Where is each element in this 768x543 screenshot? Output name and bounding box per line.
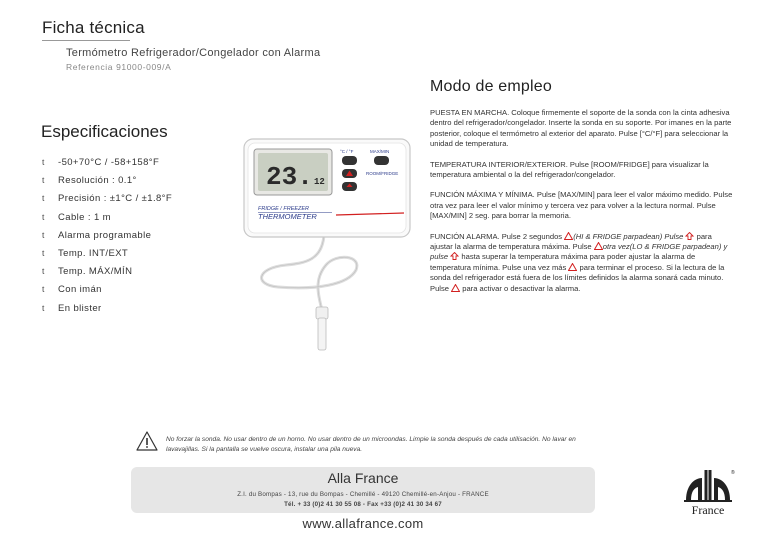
bullet-icon: t <box>42 193 45 204</box>
company-name: Alla France <box>327 470 399 486</box>
maxmin-button <box>374 156 389 165</box>
spec-item: t -50+70°C / -58+158°F <box>42 157 172 175</box>
website-link[interactable]: www.allafrance.com <box>302 516 424 531</box>
brand-line-1: FRIDGE / FREEZER <box>258 206 310 212</box>
spec-item: t Resolución : 0.1° <box>42 175 172 193</box>
bullet-icon: t <box>42 211 45 222</box>
safety-warning: No forzar la sonda. No usar dentro de un horno. No usar dentro de un microondas. Limpie la sonda después de cada utilisación. No lavar en lavavajillas. Si la pantalla se vuelve oscura, instalar una pila nueva. <box>166 436 576 453</box>
lcd-reading: 23. <box>266 162 313 192</box>
brand-line-2: THERMOMETER <box>258 212 317 221</box>
bullet-icon: t <box>42 266 45 277</box>
specs-list <box>42 157 172 321</box>
instruction-alarm: FUNCIÓN ALARMA. Pulse 2 segundos (HI & FRIDGE parpadean) Pulse para ajustar la alarma de temperatura máxima. Pulse otra vez(LO & FRIDGE parpadean) y pulse hasta superar la temperatura máxima para poder ajustar la alarma de temperatura mínima. Pulse una vez más para terminar el proceso. Si la lectura de la sonda del refrigerador está fuera de los límites definidos la alarma sonará cada minuto. Pulse para activar o desactivar la alarma. <box>430 231 728 293</box>
company-address: Z.I. du Bompas - 13, rue du Bompas - Chemillé - 49120 Chemillé-en-Anjou - FRANCE <box>237 491 489 498</box>
spec-item: t Alarma programable <box>42 230 172 248</box>
instructions-body <box>430 108 736 304</box>
thermometer-illustration <box>236 135 416 355</box>
product-reference: Referencia 91000-009/A <box>66 62 172 72</box>
room-fridge-label: ROOM/FRIDGE <box>366 171 399 176</box>
instruction-int-ext: TEMPERATURA INTERIOR/EXTERIOR. Pulse [ROOM/FRIDGE] para visualizar la temperatura ambiental o la del refrigerador/congelador. <box>430 159 709 180</box>
spec-item: t Precisión : ±1°C / ±1.8°F <box>42 193 172 211</box>
spec-item: t En blister <box>42 303 172 321</box>
bullet-icon: t <box>42 302 45 313</box>
mode-heading: Modo de empleo <box>430 78 552 95</box>
registered-mark: ® <box>731 470 735 476</box>
spec-item: t Temp. MÁX/MÍN <box>42 266 172 284</box>
bullet-icon: t <box>42 284 45 295</box>
cf-label: °C / °F <box>340 149 354 154</box>
bullet-icon: t <box>42 247 45 258</box>
company-phone: Tél. + 33 (0)2 41 30 55 08 - Fax +33 (0)2 41 30 34 67 <box>284 501 442 508</box>
title-divider <box>42 40 130 41</box>
maxmin-label: MAX/MIN <box>370 149 390 154</box>
bullet-icon: t <box>42 229 45 240</box>
up-arrow-icon <box>450 252 459 260</box>
page-title: Ficha técnica <box>42 18 145 37</box>
alarm-triangle-icon <box>594 242 603 250</box>
logo-text: France <box>691 503 725 517</box>
specs-heading: Especificaciones <box>41 122 168 141</box>
alarm-triangle-icon <box>451 284 460 292</box>
spec-item: t Con imán <box>42 284 172 302</box>
spec-item: t Temp. INT/EXT <box>42 248 172 266</box>
product-name: Termómetro Refrigerador/Congelador con Alarma <box>66 47 321 59</box>
bullet-icon: t <box>42 175 45 186</box>
instruction-startup: PUESTA EN MARCHA. Coloque firmemente el soporte de la sonda con la cinta adhesiva dentro del refrigerador/congelador. Inserte la sonda en su soporte. Por imanes en la parte posterior, coloque el termómetro al exterior del aparato. Pulse [°C/°F] para seleccionar la unidad de temperatura. <box>430 108 732 149</box>
alarm-triangle-icon <box>564 232 573 240</box>
spec-item: t Cable : 1 m <box>42 212 172 230</box>
warning-icon <box>136 431 158 451</box>
lcd-small-reading: 12 <box>314 177 325 187</box>
bullet-icon: t <box>42 157 45 167</box>
cf-button <box>342 156 357 165</box>
instruction-max-min: FUNCIÓN MÁXIMA Y MÍNIMA. Pulse [MAX/MIN] para leer el valor máximo medido. Pulse otra vez para leer el valor mínimo y tercera vez para volver a la lectura normal. Pulse [MAX/MIN] 2 seg. para borrar la memoria. <box>430 190 733 221</box>
